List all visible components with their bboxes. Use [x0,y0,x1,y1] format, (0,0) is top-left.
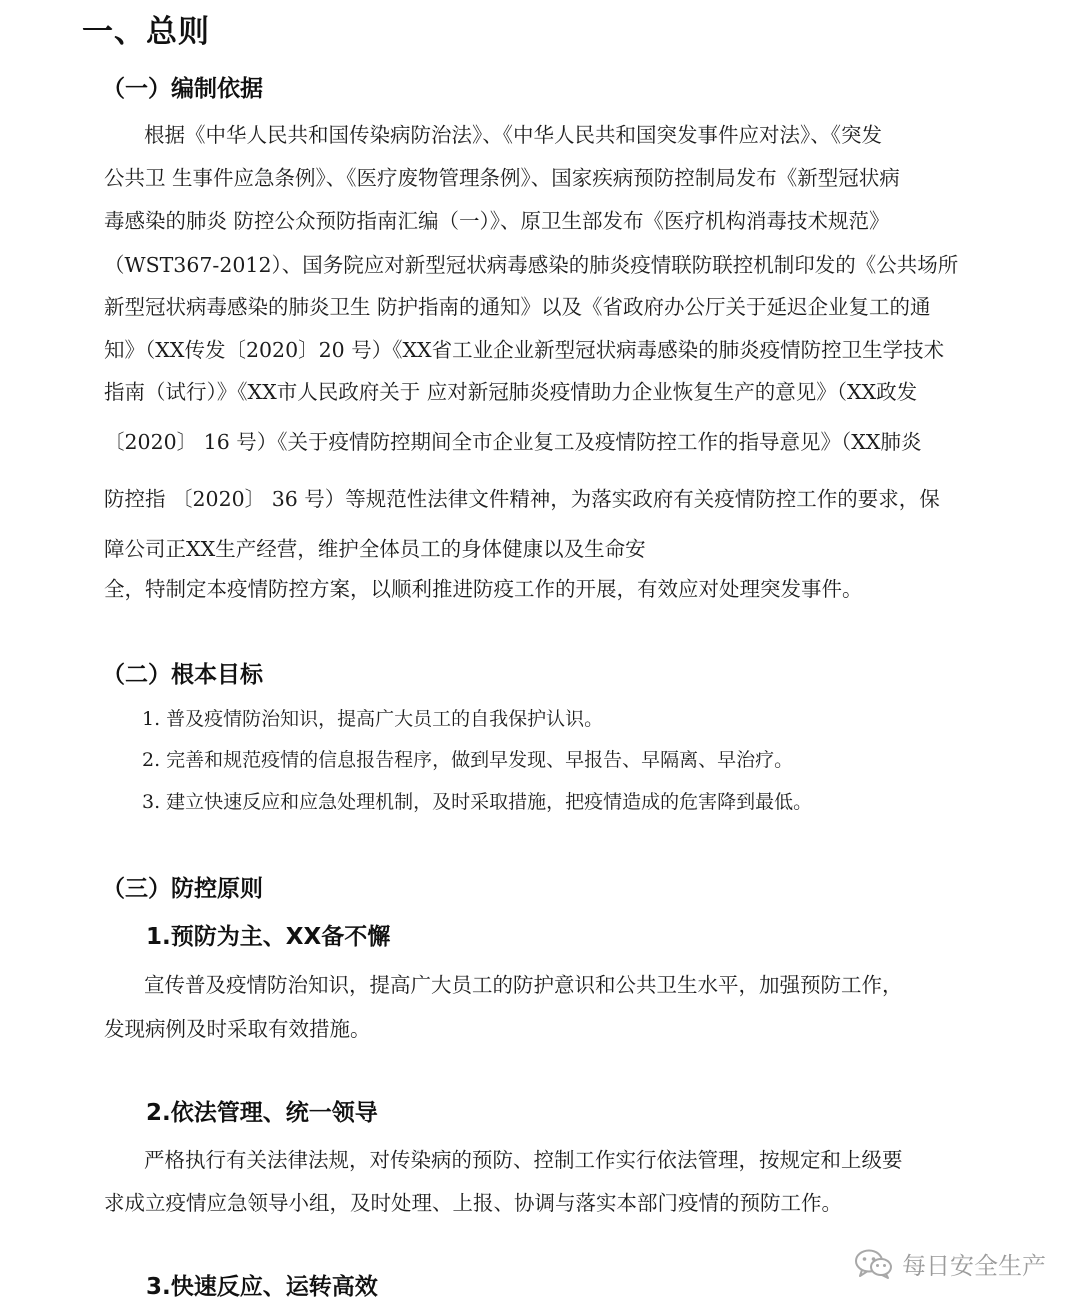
list-item: 3. 建立快速反应和应急处理机制，及时采取措施，把疫情造成的危害降到最低。 [142,791,813,813]
paragraph-line: 知》（XX传发〔2020〕20 号）《XX省工业企业新型冠状病毒感染的肺炎疫情防控卫生学技术 [104,338,945,362]
paragraph-line: （WST367-2012）、国务院应对新型冠状病毒感染的肺炎疫情联防联控机制印发的《公共场所 [104,253,959,277]
list-item: 1. 普及疫情防治知识，提高广大员工的自我保护认识。 [142,708,604,730]
paragraph-line: 指南（试行）》《XX市人民政府关于 应对新冠肺炎疫情助力企业恢复生产的意见》（XX政发 [104,380,918,404]
paragraph-line: 新型冠状病毒感染的肺炎卫生 防护指南的通知》以及《省政府办公厅关于延迟企业复工的通 [104,295,931,319]
paragraph-line: 〔2020〕 16 号）《关于疫情防控期间全市企业复工及疫情防控工作的指导意见》（XX肺炎 [104,430,922,454]
watermark-text: 每日安全生产 [902,1252,1046,1280]
paragraph-line: 毒感染的肺炎 防控公众预防指南汇编（一）》、原卫生部发布《医疗机构消毒技术规范》 [104,209,890,233]
paragraph-line: 障公司正XX生产经营，维护全体员工的身体健康以及生命安 [104,537,646,561]
watermark [854,1246,1046,1281]
paragraph-line: 发现病例及时采取有效措施。 [104,1017,371,1041]
chapter-heading: 一、总则 [82,14,210,50]
principle-title: 2.依法管理、统一领导 [146,1100,378,1126]
wechat-icon [854,1248,894,1280]
section-title-basis: （一）编制依据 [102,76,263,102]
paragraph-line: 全，特制定本疫情防控方案，以顺利推进防疫工作的开展，有效应对处理突发事件。 [104,577,863,601]
principle-title: 1.预防为主、XX备不懈 [146,924,391,950]
principle-title: 3.快速反应、运转高效 [146,1274,378,1300]
section-title-goals: （二）根本目标 [102,662,263,688]
paragraph-line: 根据《中华人民共和国传染病防治法》、《中华人民共和国突发事件应对法》、《突发 [144,123,882,147]
paragraph-line: 宣传普及疫情防治知识，提高广大员工的防护意识和公共卫生水平，加强预防工作， [144,973,903,997]
section-title-principles: （三）防控原则 [102,876,263,902]
list-item: 2. 完善和规范疫情的信息报告程序，做到早发现、早报告、早隔离、早治疗。 [142,749,794,771]
paragraph-line: 严格执行有关法律法规，对传染病的预防、控制工作实行依法管理，按规定和上级要 [144,1148,903,1172]
paragraph-line: 防控指 〔2020〕 36 号）等规范性法律文件精神，为落实政府有关疫情防控工作的要求，保 [104,487,940,511]
paragraph-line: 求成立疫情应急领导小组，及时处理、上报、协调与落实本部门疫情的预防工作。 [104,1191,842,1215]
paragraph-line: 公共卫 生事件应急条例》、《医疗废物管理条例》、国家疾病预防控制局发布《新型冠状病 [104,166,900,190]
